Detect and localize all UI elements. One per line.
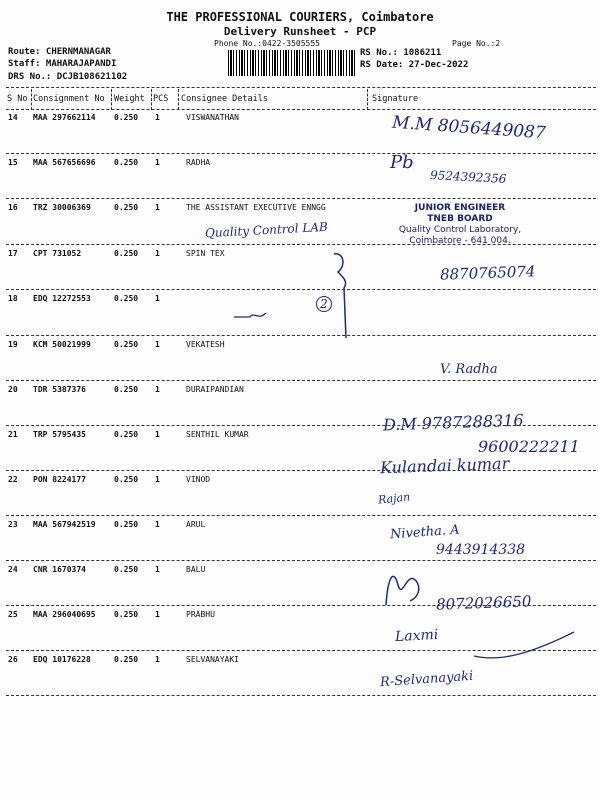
stamp-line-1: JUNIOR ENGINEER [414, 203, 506, 213]
signature-26: R-Selvanayaki [379, 668, 474, 691]
row-sno: 14 [8, 113, 18, 122]
row-divider [6, 560, 596, 561]
row-consignment: EDQ 12272553 [33, 294, 91, 303]
row-sno: 16 [8, 203, 18, 212]
row-weight: 0.250 [114, 113, 139, 122]
col-weight: Weight [114, 94, 145, 104]
company-title: THE PROFESSIONAL COURIERS, Coimbatore [166, 10, 434, 24]
row-sno: 17 [8, 249, 18, 258]
row-consignment: CPT 731052 [33, 249, 82, 258]
row-consignment: MAA 296040695 [33, 610, 96, 619]
signature-21: Kulandai kumar [379, 453, 510, 478]
strike-mark-25 [470, 628, 580, 668]
table-row [0, 337, 600, 382]
row-consignment: TRP 5795435 [33, 430, 86, 439]
col-consignment: Consignment No [33, 94, 105, 104]
row-divider [6, 153, 596, 154]
row-weight: 0.250 [114, 610, 139, 619]
row-sno: 21 [8, 430, 18, 439]
col-divider [151, 89, 152, 110]
row-consignee: ARUL [186, 520, 206, 529]
row-pcs: 1 [155, 340, 160, 349]
row-weight: 0.250 [114, 430, 139, 439]
phone-17: 8870765074 [439, 262, 536, 284]
row-consignee: THE ASSISTANT EXECUTIVE ENNGG [186, 203, 326, 212]
col-divider [367, 89, 368, 110]
table-row [0, 291, 600, 336]
signature-22: Rajan [377, 490, 411, 507]
row-sno: 19 [8, 340, 18, 349]
page-number: Page No.:2 [452, 39, 501, 48]
row-sno: 25 [8, 610, 18, 619]
row-sno: 20 [8, 385, 18, 394]
stamp-line-2: TNEB BOARD [427, 214, 493, 224]
row-divider [6, 289, 596, 290]
row-sno: 15 [8, 158, 18, 167]
row-pcs: 1 [155, 565, 160, 574]
row-weight: 0.250 [114, 203, 139, 212]
row-divider [6, 380, 596, 381]
col-consignee: Consignee Details [181, 94, 268, 104]
row-pcs: 1 [155, 475, 160, 484]
stamp-line-4: Coimbatore - 641 004. [409, 236, 511, 246]
row-divider [6, 695, 596, 696]
header-top-rule [6, 87, 596, 88]
row-consignee: SELVANAYAKI [186, 655, 239, 664]
rs-number: RS No.: 1086211 [360, 48, 442, 58]
row-pcs: 1 [155, 385, 160, 394]
table-row [0, 155, 600, 200]
office-stamp [385, 203, 535, 247]
row-pcs: 1 [155, 520, 160, 529]
row-weight: 0.250 [114, 158, 139, 167]
row-pcs: 1 [155, 249, 160, 258]
row-weight: 0.250 [114, 294, 139, 303]
row-weight: 0.250 [114, 520, 139, 529]
row-pcs: 1 [155, 655, 160, 664]
row-weight: 0.250 [114, 385, 139, 394]
row-sno: 24 [8, 565, 18, 574]
phone-24: 8072026650 [435, 592, 532, 614]
row-consignment: MAA 567942519 [33, 520, 96, 529]
bracket-mark [330, 248, 360, 348]
row-pcs: 1 [155, 113, 160, 122]
row-consignment: TRZ 30006369 [33, 203, 91, 212]
row-sno: 18 [8, 294, 18, 303]
dash-mark-18 [232, 305, 272, 325]
table-row [0, 472, 600, 517]
signature-15: Pb [390, 152, 414, 173]
col-divider [31, 89, 32, 110]
row-pcs: 1 [155, 430, 160, 439]
phone-21: 9600222211 [478, 437, 580, 456]
row-pcs: 1 [155, 610, 160, 619]
row-consignment: PON 8224177 [33, 475, 86, 484]
row-pcs: 1 [155, 203, 160, 212]
col-pcs: PCS [153, 94, 169, 104]
row-consignment: MAA 297662114 [33, 113, 96, 122]
phone-number: Phone No.:0422-3505555 [214, 39, 320, 48]
phone-15: 9524392356 [429, 168, 507, 186]
row-consignment: TDR 5387376 [33, 385, 86, 394]
row-consignment: EDQ 10176228 [33, 655, 91, 664]
staff: Staff: MAHARAJAPANDI [8, 59, 117, 69]
row-pcs: 1 [155, 158, 160, 167]
row-pcs: 1 [155, 294, 160, 303]
note-16: Quality Control LAB [204, 219, 329, 241]
signature-20: D.M 9787288316 [382, 410, 524, 435]
stamp-line-3: Quality Control Laboratory, [398, 225, 522, 235]
row-consignee: RADHA [186, 158, 211, 167]
row-consignment: KCM 50021999 [33, 340, 91, 349]
row-sno: 26 [8, 655, 18, 664]
runsheet-title: Delivery Runsheet - PCP [223, 25, 377, 38]
row-sno: 22 [8, 475, 18, 484]
drs-number: DRS No.: DCJB108621102 [8, 72, 128, 82]
row-weight: 0.250 [114, 475, 139, 484]
row-weight: 0.250 [114, 249, 139, 258]
row-consignee: SPIN TEX [186, 249, 225, 258]
signature-19: V. Radha [440, 362, 498, 377]
row-consignee: VISWANATHAN [186, 113, 239, 122]
row-consignment: MAA 567656696 [33, 158, 96, 167]
row-consignee: PRABHU [186, 610, 215, 619]
row-consignment: CNR 1670374 [33, 565, 86, 574]
col-divider [178, 89, 179, 110]
row-weight: 0.250 [114, 655, 139, 664]
signature-24-scribble [380, 565, 428, 609]
col-divider [111, 89, 112, 110]
signature-14: M.M 8056449087 [391, 112, 547, 144]
row-weight: 0.250 [114, 340, 139, 349]
row-consignee: VINOD [186, 475, 211, 484]
col-signature: Signature [372, 94, 419, 104]
row-divider [6, 515, 596, 516]
route: Route: CHERNMANAGAR [8, 47, 111, 57]
row-consignee: VEKATESH [186, 340, 225, 349]
row-consignee: BALU [186, 565, 206, 574]
col-sno: S No [7, 94, 28, 104]
rs-date: RS Date: 27-Dec-2022 [360, 60, 469, 70]
row-weight: 0.250 [114, 565, 139, 574]
row-divider [6, 335, 596, 336]
phone-23: 9443914338 [436, 542, 526, 558]
signature-23: Nivetha. A [389, 522, 461, 543]
row-sno: 23 [8, 520, 18, 529]
row-divider [6, 198, 596, 199]
row-consignee: SENTHIL KUMAR [186, 430, 249, 439]
signature-25: Laxmi [394, 626, 439, 646]
row-consignee: DURAIPANDIAN [186, 385, 244, 394]
barcode [228, 50, 356, 76]
circled-mark-18: 2 [316, 296, 332, 312]
